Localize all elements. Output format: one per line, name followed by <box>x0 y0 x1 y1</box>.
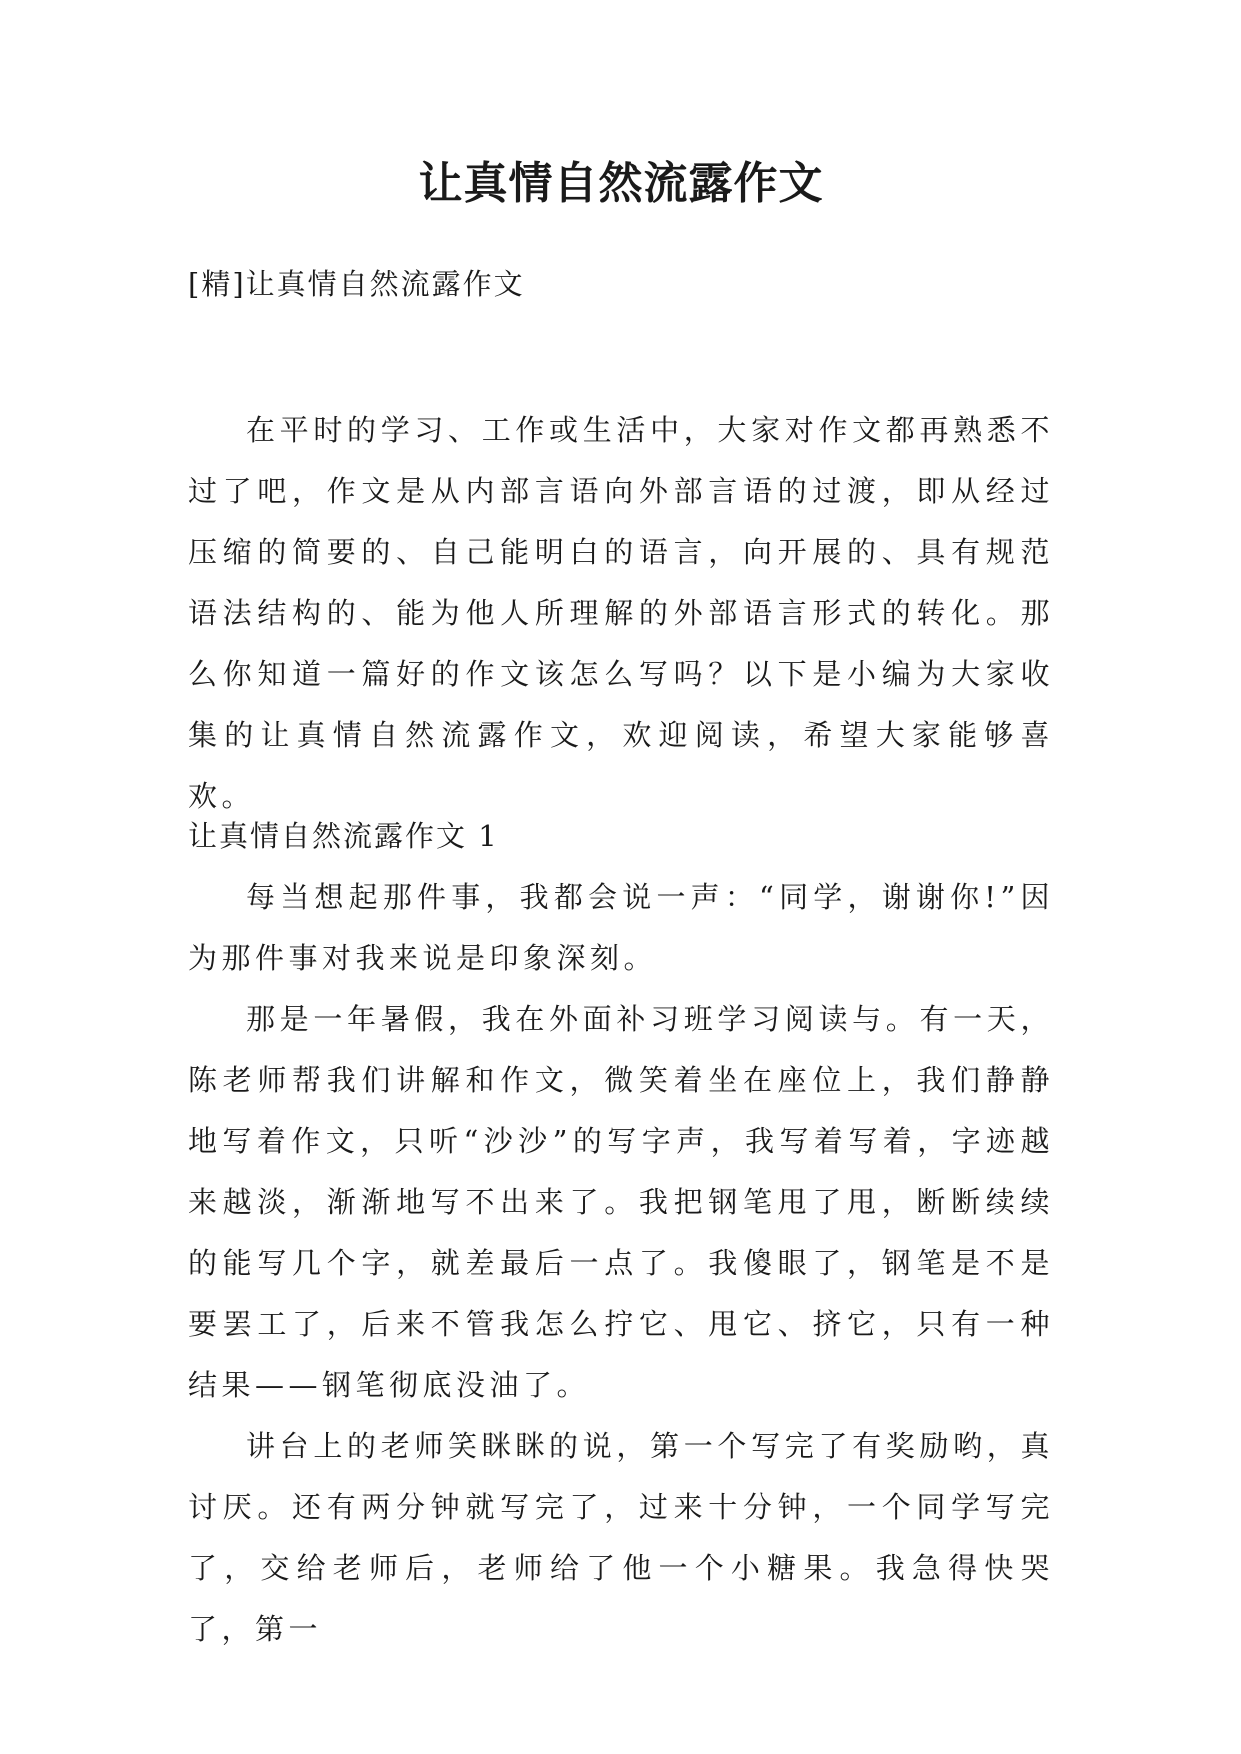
essay-paragraph-2: 那是一年暑假，我在外面补习班学习阅读与。有一天，陈老师帮我们讲解和作文，微笑着坐在座位上，我们静静地写着作文，只听“沙沙”的写字声，我写着写着，字迹越来越淡，渐渐地写不出来了。我把钢笔甩了甩，断断续续的能写几个字，就差最后一点了。我傻眼了，钢笔是不是要罢工了，后来不管我怎么拧它、甩它、挤它，只有一种结果——钢笔彻底没油了。 <box>188 1002 1054 1402</box>
section-heading: 让真情自然流露作文 1 <box>188 819 499 853</box>
essay-paragraph-1: 每当想起那件事，我都会说一声：“同学，谢谢你!”因为那件事对我来说是印象深刻。 <box>188 880 1054 975</box>
essay-paragraph-3: 讲台上的老师笑眯眯的说，第一个写完了有奖励哟，真讨厌。还有两分钟就写完了，过来十分钟，一个同学写完了，交给老师后，老师给了他一个小糖果。我急得快哭了，第一 <box>188 1429 1054 1646</box>
document-subtitle: [精]让真情自然流露作文 <box>188 267 525 301</box>
intro-paragraph: 在平时的学习、工作或生活中，大家对作文都再熟悉不过了吧，作文是从内部言语向外部言语的过渡，即从经过压缩的简要的、自己能明白的语言，向开展的、具有规范语法结构的、能为他人所理解的外部语言形式的转化。那么你知道一篇好的作文该怎么写吗？以下是小编为大家收集的让真情自然流露作文，欢迎阅读，希望大家能够喜欢。 <box>188 413 1054 813</box>
intro-block <box>188 400 1054 827</box>
essay-section-1 <box>188 806 1054 1660</box>
page-title: 让真情自然流露作文 <box>418 158 824 209</box>
